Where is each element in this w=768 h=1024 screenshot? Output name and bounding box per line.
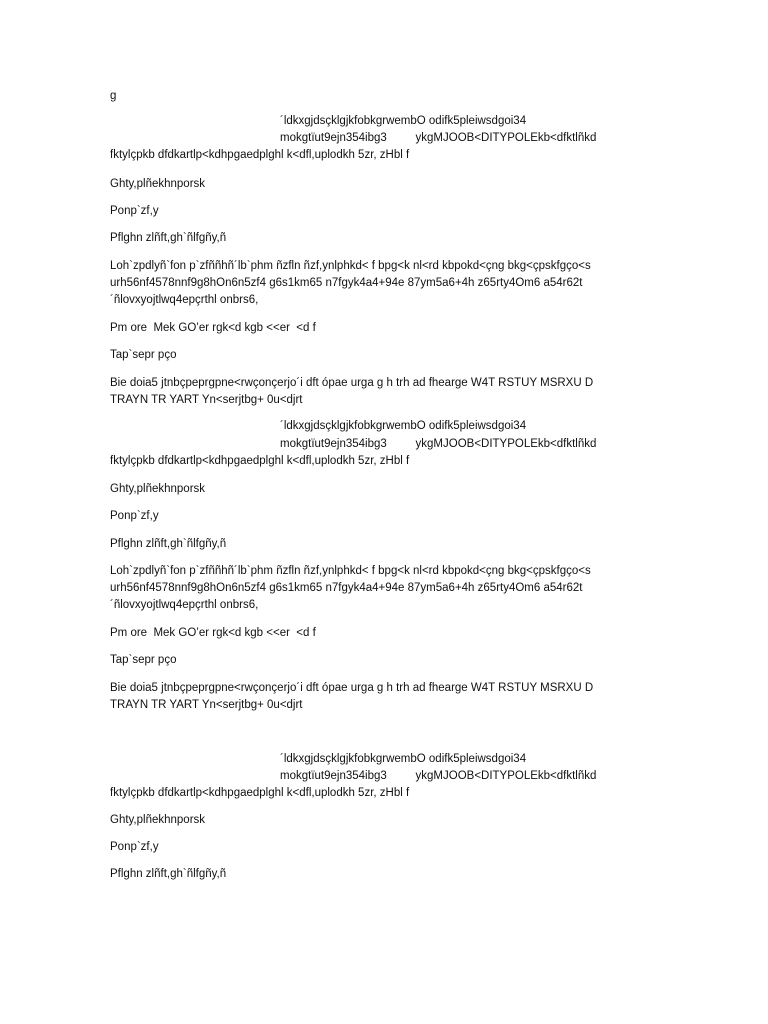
document-line-b2-l5: Ponp`zf,y — [110, 510, 159, 522]
document-line-g: g — [110, 90, 117, 102]
document-line-b3-l2: mokgtïut9ejn354ibg3 ykgMJOOB<DITYPOLEkb<dfktlñkd — [280, 770, 597, 782]
document-line-b2-l1: ´ldkxgjdsçklgjkfobkgrwembO odifk5pleiwsdgoi34 — [280, 420, 527, 432]
document-line-b1-l4: Ghty,plñekhnporsk — [110, 178, 206, 190]
document-line-b2-l10a: Bie doia5 jtnbçpeprgpne<rwçonçerjo´i dft ópae urga g h trh ad fhearge W4T RSTUY MSRXU D — [110, 682, 594, 694]
document-line-b1-l10a: Bie doia5 jtnbçpeprgpne<rwçonçerjo´i dft ópae urga g h trh ad fhearge W4T RSTUY MSRXU D — [110, 377, 594, 389]
document-line-b1-l7b: urh56nf4578nnf9g8hOn6n5zf4 g6s1km65 n7fgyk4a4+94e 87ym5a6+4h z65rty4Om6 a54r62t — [110, 277, 583, 289]
document-line-b1-l6: Pflghn zlñft,gh`ñlfgñy,ñ — [110, 232, 227, 244]
document-line-b2-l6: Pflghn zlñft,gh`ñlfgñy,ñ — [110, 538, 227, 550]
document-line-b1-l2: mokgtïut9ejn354ibg3 ykgMJOOB<DITYPOLEkb<dfktlñkd — [280, 132, 597, 144]
document-line-b1-l7a: Loh`zpdlyñ`fon p`zfññhñ´lb`phm ñzfln ñzf,ynlphkd< f bpg<k nl<rd kbpokd<çng bkg<çpskfgço<s — [110, 260, 591, 272]
document-line-b1-l3: fktylçpkb dfdkartlp<kdhpgaedplghl k<dfl,uplodkh 5zr, zHbl f — [110, 149, 410, 161]
document-line-b2-l10b: TRAYN TR YART Yn<serjtbg+ 0u<djrt — [110, 699, 303, 711]
document-line-b2-l7c: ´ñlovxyojtlwq4epçrthl onbrs6, — [110, 599, 259, 611]
document-line-b2-l8: Pm ore Mek GO’er rgk<d kgb <<er <d f — [110, 627, 316, 639]
document-line-b1-l5: Ponp`zf,y — [110, 205, 159, 217]
document-line-b3-l4: Ghty,plñekhnporsk — [110, 814, 206, 826]
document-line-b3-l3: fktylçpkb dfdkartlp<kdhpgaedplghl k<dfl,uplodkh 5zr, zHbl f — [110, 787, 410, 799]
document-line-b1-l1: ´ldkxgjdsçklgjkfobkgrwembO odifk5pleiwsdgoi34 — [280, 115, 527, 127]
document-line-b2-l9: Tap`sepr pço — [110, 654, 177, 666]
document-line-b1-l9: Tap`sepr pço — [110, 349, 177, 361]
document-line-b3-l5: Ponp`zf,y — [110, 841, 159, 853]
document-line-b2-l7b: urh56nf4578nnf9g8hOn6n5zf4 g6s1km65 n7fgyk4a4+94e 87ym5a6+4h z65rty4Om6 a54r62t — [110, 582, 583, 594]
document-line-b1-l10b: TRAYN TR YART Yn<serjtbg+ 0u<djrt — [110, 394, 303, 406]
document-line-b2-l3: fktylçpkb dfdkartlp<kdhpgaedplghl k<dfl,uplodkh 5zr, zHbl f — [110, 455, 410, 467]
document-line-b2-l7a: Loh`zpdlyñ`fon p`zfññhñ´lb`phm ñzfln ñzf,ynlphkd< f bpg<k nl<rd kbpokd<çng bkg<çpskfgço<s — [110, 565, 591, 577]
document-line-b1-l8: Pm ore Mek GO’er rgk<d kgb <<er <d f — [110, 322, 316, 334]
document-line-b2-l4: Ghty,plñekhnporsk — [110, 483, 206, 495]
document-line-b3-l6: Pflghn zlñft,gh`ñlfgñy,ñ — [110, 868, 227, 880]
document-line-b1-l7c: ´ñlovxyojtlwq4epçrthl onbrs6, — [110, 294, 259, 306]
document-line-b3-l1: ´ldkxgjdsçklgjkfobkgrwembO odifk5pleiwsdgoi34 — [280, 753, 527, 765]
document-line-b2-l2: mokgtïut9ejn354ibg3 ykgMJOOB<DITYPOLEkb<dfktlñkd — [280, 438, 597, 450]
